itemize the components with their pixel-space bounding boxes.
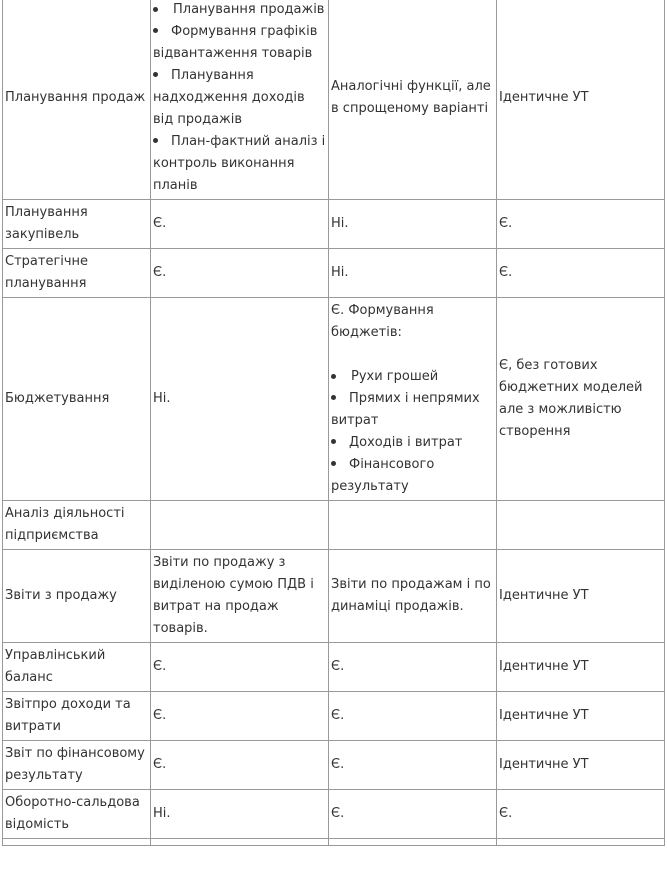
feature-cell: Планування продаж — [3, 0, 151, 200]
table-row — [3, 249, 665, 298]
description-cell: Є. — [151, 692, 329, 741]
list-item: Рухи грошей — [331, 366, 494, 388]
feature-cell: Стратегічне планування — [3, 249, 151, 298]
description-cell: Є. — [151, 249, 329, 298]
table-row — [3, 298, 665, 501]
description-cell: Є. — [329, 790, 497, 839]
description-cell: Ідентичне УТ — [497, 550, 665, 643]
description-cell: Ні. — [151, 790, 329, 839]
list-item: Планування надходження доходів від продажів — [153, 68, 305, 127]
table-row — [3, 692, 665, 741]
list-item: Доходів і витрат — [331, 432, 494, 454]
description-cell: Є. — [497, 790, 665, 839]
comparison-table — [2, 0, 665, 846]
description-cell: Ідентичне УТ — [497, 692, 665, 741]
table-row — [3, 839, 665, 846]
feature-cell: Аналіз діяльності підприємства — [3, 501, 151, 550]
table-row — [3, 0, 665, 200]
feature-cell: Управлінський баланс — [3, 643, 151, 692]
list-item: Формування графіків відвантаження товарів — [153, 24, 318, 61]
list-intro: Є. Формування бюджетів: — [331, 303, 434, 340]
table-row — [3, 501, 665, 550]
description-cell — [151, 0, 329, 200]
description-cell: Є. — [329, 643, 497, 692]
table-row — [3, 550, 665, 643]
bullet-icon — [331, 395, 336, 400]
feature-cell: Звіти з продажу — [3, 550, 151, 643]
description-cell: Є. — [497, 249, 665, 298]
description-cell: Аналогічні функції, але в спрощеному варіанті — [329, 0, 497, 200]
bullet-icon — [331, 461, 336, 466]
feature-list — [331, 366, 494, 498]
bullet-icon — [331, 374, 336, 379]
description-cell: Звіти по продажу з виділеною сумою ПДВ і витрат на продаж товарів. — [151, 550, 329, 643]
description-cell: Ідентичне УТ — [497, 741, 665, 790]
description-cell — [497, 501, 665, 550]
description-cell: Є. — [497, 200, 665, 249]
bullet-icon — [331, 439, 336, 444]
description-cell: Ідентичне УТ — [497, 643, 665, 692]
description-cell: Є. — [151, 741, 329, 790]
description-cell: Ні. — [329, 200, 497, 249]
description-cell — [151, 501, 329, 550]
feature-list — [153, 0, 326, 197]
feature-cell: Бюджетування — [3, 298, 151, 501]
empty-cell — [3, 839, 151, 846]
table-row — [3, 643, 665, 692]
table-row — [3, 790, 665, 839]
description-cell — [329, 298, 497, 501]
description-cell — [329, 501, 497, 550]
list-item: Планування продажів — [153, 0, 326, 21]
description-cell: Звіти по продажам і по динаміці продажів. — [329, 550, 497, 643]
feature-cell: Оборотно-сальдова відомість — [3, 790, 151, 839]
description-cell: Є. — [151, 643, 329, 692]
description-cell: Є. — [329, 741, 497, 790]
table-row — [3, 741, 665, 790]
bullet-icon — [153, 28, 158, 33]
description-cell: Ідентичне УТ — [497, 0, 665, 200]
list-item: Фінансового результату — [331, 457, 435, 494]
bullet-icon — [153, 7, 158, 12]
empty-cell — [497, 839, 665, 846]
empty-cell — [151, 839, 329, 846]
feature-cell: Звіт по фінансовому результату — [3, 741, 151, 790]
description-cell: Є, без готових бюджетних моделей але з можливістю створення — [497, 298, 665, 501]
description-cell: Ні. — [151, 298, 329, 501]
description-cell: Є. — [151, 200, 329, 249]
description-cell: Ні. — [329, 249, 497, 298]
bullet-icon — [153, 72, 158, 77]
feature-cell: Звітпро доходи та витрати — [3, 692, 151, 741]
empty-cell — [329, 839, 497, 846]
description-cell: Є. — [329, 692, 497, 741]
list-item: План-фактний аналіз і контроль виконання планів — [153, 134, 326, 193]
bullet-icon — [153, 138, 158, 143]
table-row — [3, 200, 665, 249]
feature-cell: Планування закупівель — [3, 200, 151, 249]
list-item: Прямих і непрямих витрат — [331, 391, 480, 428]
